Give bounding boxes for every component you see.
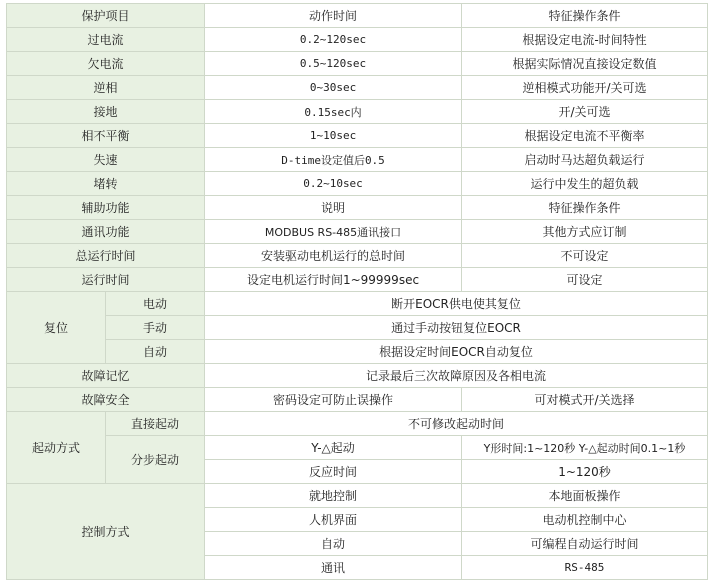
table-row-start-direct xyxy=(7,412,708,436)
row-condition: 不可设定 xyxy=(462,244,708,268)
row-description: 不可修改起动时间 xyxy=(205,412,708,436)
row-time: 0.2~120sec xyxy=(205,28,462,52)
row-label: 堵转 xyxy=(7,172,205,196)
row-condition: 特征操作条件 xyxy=(462,196,708,220)
row-condition: 其他方式应订制 xyxy=(462,220,708,244)
header-protection-item: 保护项目 xyxy=(7,4,205,28)
reset-group-label: 复位 xyxy=(7,292,106,364)
row-condition: 逆相模式功能开/关可选 xyxy=(462,76,708,100)
row-description: 1~120秒 xyxy=(462,460,708,484)
start-step-label: 分步起动 xyxy=(106,436,205,484)
table-row-reset-auto xyxy=(7,340,708,364)
row-label: 故障记忆 xyxy=(7,364,205,388)
row-condition: 根据设定电流不平衡率 xyxy=(462,124,708,148)
table-row-control-local xyxy=(7,484,708,508)
row-label: 通讯功能 xyxy=(7,220,205,244)
row-label: 故障安全 xyxy=(7,388,205,412)
table-row-ground xyxy=(7,100,708,124)
row-condition: 根据实际情况直接设定数值 xyxy=(462,52,708,76)
row-description: 根据设定时间EOCR自动复位 xyxy=(205,340,708,364)
row-time: 0~30sec xyxy=(205,76,462,100)
row-description: 说明 xyxy=(205,196,462,220)
row-label: 运行时间 xyxy=(7,268,205,292)
row-sublabel: 就地控制 xyxy=(205,484,462,508)
row-condition: 开/关可选 xyxy=(462,100,708,124)
table-row-total-runtime xyxy=(7,244,708,268)
row-sublabel: 人机界面 xyxy=(205,508,462,532)
row-label: 失速 xyxy=(7,148,205,172)
start-mode-group-label: 起动方式 xyxy=(7,412,106,484)
table-row-fault-memory xyxy=(7,364,708,388)
row-label: 相不平衡 xyxy=(7,124,205,148)
row-sublabel: 通讯 xyxy=(205,556,462,580)
row-description: 设定电机运行时间1~99999sec xyxy=(205,268,462,292)
row-label: 接地 xyxy=(7,100,205,124)
row-time: 0.2~10sec xyxy=(205,172,462,196)
row-condition: 运行中发生的超负载 xyxy=(462,172,708,196)
row-description: 安装驱动电机运行的总时间 xyxy=(205,244,462,268)
table-row-header xyxy=(7,4,708,28)
row-description: Y形时间:1~120秒 Y-△起动时间0.1~1秒 xyxy=(462,436,708,460)
row-description: 密码设定可防止误操作 xyxy=(205,388,462,412)
table-row-overcurrent xyxy=(7,28,708,52)
row-condition: 根据设定电流-时间特性 xyxy=(462,28,708,52)
table-row-reverse-phase xyxy=(7,76,708,100)
row-label: 总运行时间 xyxy=(7,244,205,268)
table-row-undercurrent xyxy=(7,52,708,76)
row-label: 辅助功能 xyxy=(7,196,205,220)
row-description: 可编程自动运行时间 xyxy=(462,532,708,556)
row-description: 本地面板操作 xyxy=(462,484,708,508)
row-time: D-time设定值后0.5 xyxy=(205,148,462,172)
row-sublabel: 反应时间 xyxy=(205,460,462,484)
row-description: 记录最后三次故障原因及各相电流 xyxy=(205,364,708,388)
row-label: 欠电流 xyxy=(7,52,205,76)
row-time: 1~10sec xyxy=(205,124,462,148)
table-row-aux-header xyxy=(7,196,708,220)
row-description: MODBUS RS-485通讯接口 xyxy=(205,220,462,244)
row-condition: 可对模式开/关选择 xyxy=(462,388,708,412)
row-description: RS-485 xyxy=(462,556,708,580)
table-row-fault-safety xyxy=(7,388,708,412)
row-sublabel: Y-△起动 xyxy=(205,436,462,460)
table-row-reset-electric xyxy=(7,292,708,316)
table-row-reset-manual xyxy=(7,316,708,340)
header-action-time: 动作时间 xyxy=(205,4,462,28)
table-row-comm-function xyxy=(7,220,708,244)
row-sublabel: 电动 xyxy=(106,292,205,316)
row-description: 通过手动按钮复位EOCR xyxy=(205,316,708,340)
row-sublabel: 自动 xyxy=(205,532,462,556)
row-sublabel: 手动 xyxy=(106,316,205,340)
row-condition: 可设定 xyxy=(462,268,708,292)
row-label: 逆相 xyxy=(7,76,205,100)
header-condition: 特征操作条件 xyxy=(462,4,708,28)
row-sublabel: 自动 xyxy=(106,340,205,364)
row-sublabel: 直接起动 xyxy=(106,412,205,436)
row-description: 电动机控制中心 xyxy=(462,508,708,532)
protection-spec-table xyxy=(6,3,708,580)
row-description: 断开EOCR供电使其复位 xyxy=(205,292,708,316)
row-label: 过电流 xyxy=(7,28,205,52)
table-row-runtime xyxy=(7,268,708,292)
row-condition: 启动时马达超负载运行 xyxy=(462,148,708,172)
row-time: 0.15sec内 xyxy=(205,100,462,124)
table-row-phase-unbalance xyxy=(7,124,708,148)
table-row-stall-speed xyxy=(7,148,708,172)
table-row-start-star-delta xyxy=(7,436,708,460)
control-mode-group-label: 控制方式 xyxy=(7,484,205,580)
row-time: 0.5~120sec xyxy=(205,52,462,76)
table-row-locked-rotor xyxy=(7,172,708,196)
